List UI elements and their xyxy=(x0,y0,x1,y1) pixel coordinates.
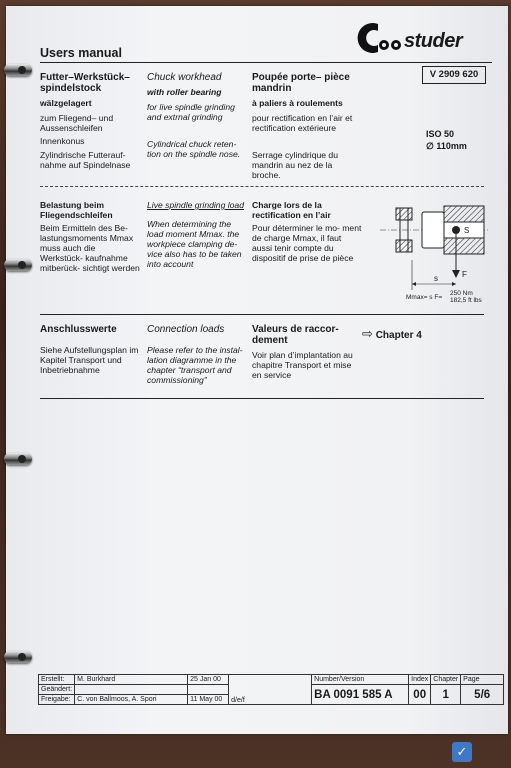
footer-table xyxy=(38,674,504,705)
section-divider xyxy=(40,398,484,399)
section3-de xyxy=(40,324,140,375)
section3-fr-title: Valeurs de raccor- dement xyxy=(252,324,339,346)
section2-fr xyxy=(252,200,362,263)
section1-fr-sub: à paliers à roulements xyxy=(252,98,343,108)
section1-de xyxy=(40,72,140,170)
section3-en xyxy=(147,324,247,385)
brand-name: studer xyxy=(404,30,463,52)
section2-de-p: Beim Ermitteln des Be- lastungsmoments Mmax muss auch die Werkstück- kaufnahme mitberück- sichtigt werden xyxy=(40,223,140,273)
index-label: Index xyxy=(409,675,431,685)
section1-de-title: Futter–Werkstück– spindelstock xyxy=(40,72,130,94)
section1-en-sub: with roller bearing xyxy=(147,87,222,97)
section2-en-p: When determining the load moment Mmax. the workpiece clamping de- vice also has to be taken into account xyxy=(147,219,242,269)
section2-en-title: Live spindle grinding load xyxy=(147,200,244,210)
released-date: 11 May 00 xyxy=(188,695,229,705)
section1-de-p1: zum Fliegend– und Aussenschleifen xyxy=(40,113,114,133)
binder-ring xyxy=(4,453,32,465)
section1-en-p1: for live spindle grinding and extrnal grinding xyxy=(147,102,235,122)
section1-en xyxy=(147,72,247,159)
created-label: Erstellt: xyxy=(39,675,75,685)
page-value: 5/6 xyxy=(461,685,504,705)
chapter-value: 1 xyxy=(431,685,461,705)
header-rule xyxy=(40,62,492,63)
section1-fr-title: Poupée porte– pièce mandrin xyxy=(252,72,350,94)
chapter-label: Chapter xyxy=(431,675,461,685)
section2-de-title: Belastung beim Fliegendschleifen xyxy=(40,200,113,220)
section-divider xyxy=(40,314,484,315)
section3-en-title: Connection loads xyxy=(147,324,225,335)
diagram-label-s: S xyxy=(464,226,470,235)
document-number: BA 0091 585 A xyxy=(312,685,409,705)
spec-block xyxy=(426,128,467,152)
section1-de-sub: wälzgelagert xyxy=(40,98,92,108)
released-label: Freigabe: xyxy=(39,695,75,705)
section3-fr xyxy=(252,324,362,380)
document-page xyxy=(6,6,508,734)
section1-fr-p3: Serrage cylindrique du mandrin au nez de la broche. xyxy=(252,150,338,180)
iso-spec: ISO 50 xyxy=(426,129,455,139)
section1-en-title: Chuck workhead xyxy=(147,72,222,83)
section3-en-p: Please refer to the instal- lation diagramme in the chapter “transport and commissioning” xyxy=(147,345,243,385)
binder-ring xyxy=(4,64,32,76)
diameter-spec: ∅ 110mm xyxy=(426,141,467,151)
diagram-values xyxy=(450,290,482,304)
section1-fr-p1: pour rectification en l’air et rectification extérieure xyxy=(252,113,353,133)
section3-de-title: Anschlusswerte xyxy=(40,324,117,335)
binder-ring xyxy=(4,259,32,271)
section1-de-p2: Innenkonus xyxy=(40,136,85,146)
diagram-label-f: F xyxy=(462,270,467,279)
section1-de-p3: Zylindrische Futterauf- nahme auf Spindelnase xyxy=(40,150,131,170)
section1-fr xyxy=(252,72,362,180)
section2-de xyxy=(40,200,140,273)
diagram-formula: Mmax= s F= xyxy=(406,294,443,301)
doc-code-box: V 2909 620 xyxy=(422,66,486,84)
studer-logo xyxy=(352,20,492,56)
diagram-value-ftlbs: 182,5 ft lbs xyxy=(450,297,482,304)
diagram-value-nm: 250 Nm xyxy=(450,290,473,297)
page-title: Users manual xyxy=(40,46,122,60)
app-icon[interactable]: ✓ xyxy=(452,742,472,762)
chapter-reference[interactable] xyxy=(362,326,422,342)
section2-fr-p: Pour déterminer le mo- ment de charge Mmax, il faut aussi tenir compte du dispositif de prise de pièce xyxy=(252,223,362,263)
section-divider xyxy=(40,186,484,187)
created-date: 25 Jan 00 xyxy=(188,675,229,685)
section3-de-p: Siehe Aufstellungsplan im Kapitel Transport und Inbetriebnahme xyxy=(40,345,139,375)
changed-label: Geändert: xyxy=(39,685,75,695)
section2-fr-title: Charge lors de la rectification en l’air xyxy=(252,200,331,220)
created-by: M. Burkhard xyxy=(75,675,188,685)
diagram-label-s-distance: s xyxy=(434,274,438,283)
index-value: 00 xyxy=(409,685,431,705)
section1-en-p3: Cylindrical chuck reten- tion on the spindle nose. xyxy=(147,139,241,159)
arrow-right-icon: ⇨ xyxy=(362,326,373,341)
section3-fr-p: Voir plan d’implantation au chapitre Transport et mise en service xyxy=(252,350,353,380)
section2-en xyxy=(147,200,247,269)
released-by: C. von Ballmoos, A. Spori xyxy=(75,695,188,705)
binder-ring xyxy=(4,651,32,663)
chapter-reference-label: Chapter 4 xyxy=(375,330,422,341)
page-label: Page xyxy=(461,675,504,685)
number-label: Number/Version xyxy=(312,675,409,685)
language-code: d/e/f xyxy=(229,675,312,705)
